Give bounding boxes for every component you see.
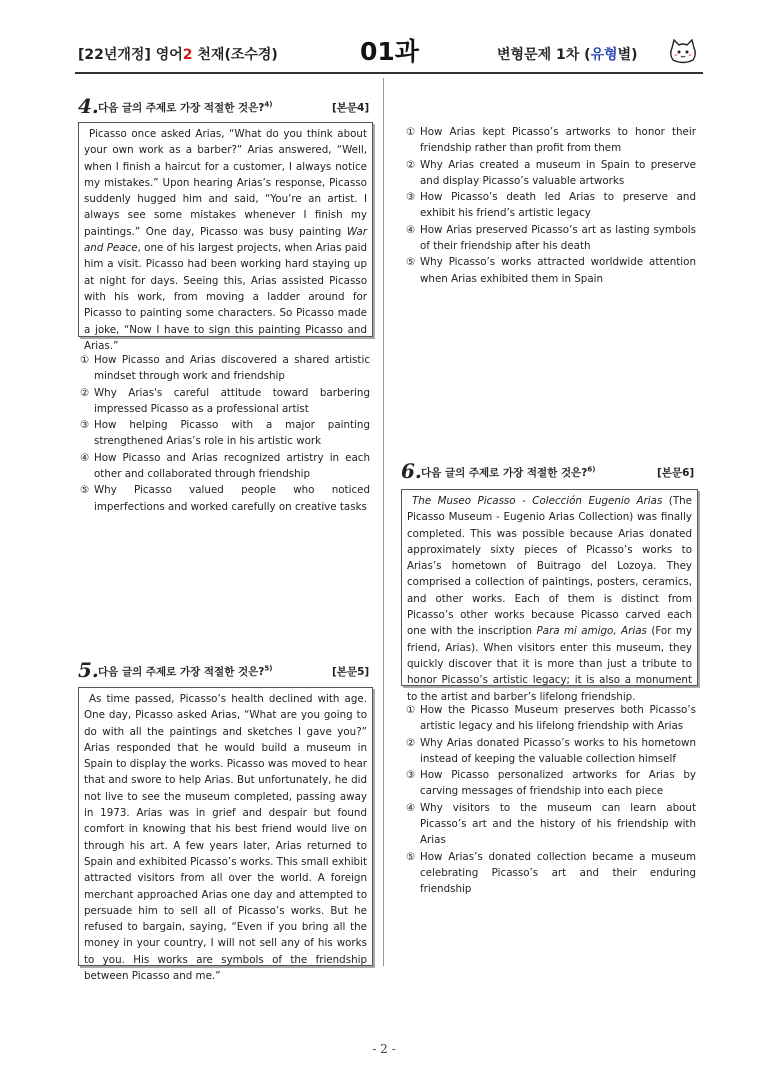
column-divider [383,78,384,966]
question-number: 6. [401,459,422,483]
answer-choice[interactable]: ④ Why visitors to the museum can learn about Picasso’s art and the history of his friendship with Arias [406,801,696,847]
source-tag: [본문6] [657,467,695,479]
lesson-number: 01과 [360,37,419,66]
question-5-choices [406,124,696,287]
source-tag: [본문4] [332,102,370,114]
answer-choice[interactable]: ③ How Picasso personalized artworks for Arias by carving messages of friendship into each piece [406,769,696,798]
worksheet-type: 변형문제 1차 (유형별) [497,47,638,63]
answer-choice[interactable]: ① How Arias kept Picasso’s artworks to honor their friendship rather than profit from them [406,126,696,155]
answer-choice[interactable]: ① How Picasso and Arias discovered a shared artistic mindset through work and friendship [80,354,370,383]
question-4-header [78,94,370,120]
question-number: 4. [78,94,99,118]
question-5-passage: As time passed, Picasso’s health declined with age. One day, Picasso asked Arias, “What are you going to do with all the paintings and sketches I gave you?” Arias responded that he would build a museum in Spain to display the works. Picasso was moved to hear that and swore to help Arias. But unfortunately, he did not live to see the museum completed, passing away in 1973. Arias was in grief and despair but found comfort in knowing that his best friend would live on through his art. A few years later, Arias returned to Spain and exhibited Picasso’s works. This small exhibit attracted visitors from all over the world. A foreign merchant approached Arias one day and attempted to persuade him to sell all of Picasso’s works. But he refused to bargain, saying, “Even if you bring all the money in your country, I will not sell any of his works to you. His works are symbols of the friendship between Picasso and me.” [78,687,373,966]
course-title: [22년개정] 영어2 천재(조수경) [78,47,278,63]
page-number: - 2 - [372,1042,396,1056]
question-number: 5. [78,658,99,682]
answer-choice[interactable]: ② Why Arias created a museum in Spain to preserve and display Picasso’s valuable artworks [406,158,696,187]
answer-choice[interactable]: ② Why Arias's careful attitude toward barbering impressed Picasso as a professional artist [80,386,370,415]
answer-choice[interactable]: ⑤ Why Picasso’s works attracted worldwide attention when Arias exhibited them in Spain [406,256,696,285]
question-prompt: 다음 글의 주제로 가장 적절한 것은?$^{4)}$ [98,100,273,114]
answer-choice[interactable]: ⑤ How Arias’s donated collection became a museum celebrating Picasso’s art and their enduring friendship [406,850,696,896]
question-prompt: 다음 글의 주제로 가장 적절한 것은?$^{6)}$ [421,465,596,479]
answer-choice[interactable]: ③ How Picasso’s death led Arias to preserve and exhibit his friend’s artistic legacy [406,191,696,220]
answer-choice[interactable]: ④ How Picasso and Arias recognized artistry in each other and collaborated through friendship [80,451,370,481]
answer-choice[interactable]: ② Why Arias donated Picasso’s works to his hometown instead of keeping the valuable collection himself [406,736,696,765]
question-6-choices [406,702,696,898]
question-4-passage: Picasso once asked Arias, “What do you think about your own work as a barber?” Arias answered, “Well, when I finish a haircut for a customer, I always notice my mistakes.” Upon hearing Arias’s response, Picasso suddenly hugged him and said, “You’re an artist. I always see some mistakes whenever I finish my paintings.” One day, Picasso was busy painting War and Peace, one of his largest projects, when Arias paid him a visit. Picasso had been working hard staying up at night for days. Seeing this, Arias assisted Picasso with his work, from moving a ladder around for Picasso to painting some characters. So Picasso made a joke, “Now I have to sign this painting Picasso and Arias.” [78,122,373,337]
answer-choice[interactable]: ① How the Picasso Museum preserves both Picasso’s artistic legacy and his lifelong friendship with Arias [406,704,696,733]
question-5-header [78,658,370,684]
source-tag: [본문5] [332,666,370,678]
question-4-choices [80,352,370,515]
header-rule [75,72,703,74]
answer-choice[interactable]: ③ How helping Picasso with a major painting strengthened Arias’s role in his artistic work [80,419,370,448]
answer-choice[interactable]: ⑤ Why Picasso valued people who noticed imperfections and worked carefully on creative tasks [80,484,370,513]
page-header [0,0,768,80]
cat-mascot-icon [666,36,700,66]
question-6-header [401,459,696,485]
answer-choice[interactable]: ④ How Arias preserved Picasso’s art as lasting symbols of their friendship after his death [406,223,696,253]
question-prompt: 다음 글의 주제로 가장 적절한 것은?$^{5)}$ [98,664,273,678]
question-6-passage: The Museo Picasso - Colección Eugenio Arias (The Picasso Museum - Eugenio Arias Collection) was finally completed. This was possible because Arias donated approximately sixty pieces of Picasso’s works to Arias’s hometown of Buitrago del Lozoya. They comprised a collection of paintings, posters, ceramics, and other works. Each of them is distinct from Picasso’s other works because Picasso carved each one with the inscription Para mi amigo, Arias (For my friend, Arias). When visitors enter this museum, they quickly discover that it is more than just a tribute to honor Picasso’s artistic legacy; it is also a monument to the artist and barber’s lifelong friendship. [401,489,698,686]
